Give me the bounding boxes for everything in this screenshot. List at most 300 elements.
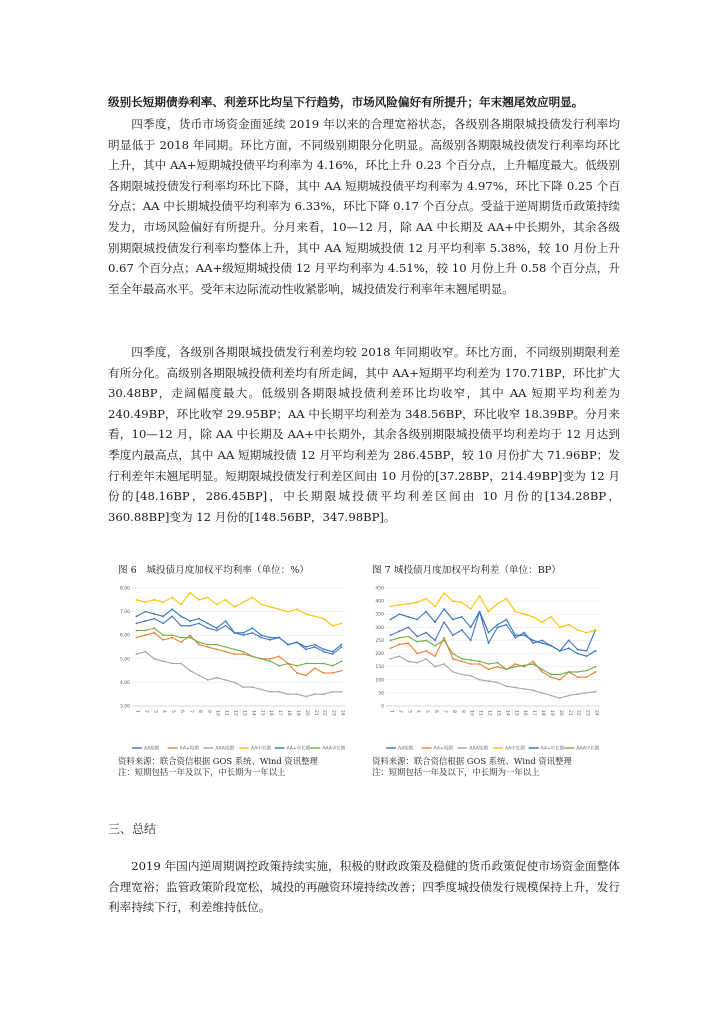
fig7-data-point — [443, 592, 445, 594]
fig6-data-point — [269, 606, 271, 608]
fig6-data-point — [216, 604, 218, 606]
fig7-data-point — [452, 658, 454, 660]
fig6-data-point — [332, 651, 334, 653]
fig7-y-tick-label: 400 — [375, 599, 384, 605]
fig7-data-point — [488, 632, 490, 634]
fig6-data-point — [180, 641, 182, 643]
fig7-y-tick-label: 350 — [375, 612, 384, 618]
fig7-data-point — [559, 626, 561, 628]
fig6-y-tick-label: 5.00 — [119, 657, 130, 663]
fig6-data-point — [171, 663, 173, 665]
fig6-legend-label: AA+短期 — [179, 746, 199, 752]
fig7-data-point — [595, 650, 597, 652]
fig7-data-point — [586, 676, 588, 678]
fig7-data-point — [434, 605, 436, 607]
fig6-data-point — [225, 599, 227, 601]
fig6-data-point — [305, 696, 307, 698]
fig7-data-point — [461, 602, 463, 604]
fig7-data-point — [550, 616, 552, 618]
fig6-data-point — [207, 679, 209, 681]
fig6-data-point — [243, 634, 245, 636]
fig6-data-point — [144, 634, 146, 636]
figure-7-chart — [372, 578, 608, 756]
fig7-data-point — [452, 619, 454, 621]
fig6-data-point — [243, 653, 245, 655]
fig6-x-tick-label: 17 — [277, 710, 283, 716]
fig6-data-point — [323, 618, 325, 620]
fig7-data-point — [488, 611, 490, 613]
fig7-x-tick-label: 11 — [477, 710, 483, 716]
fig7-data-point — [532, 661, 534, 663]
fig6-data-point — [251, 627, 253, 629]
fig7-data-point — [523, 688, 525, 690]
fig7-data-point — [398, 604, 400, 606]
fig6-data-point — [136, 623, 138, 625]
fig7-data-point — [586, 632, 588, 634]
fig7-x-tick-label: 4 — [415, 710, 421, 713]
fig6-data-point — [341, 670, 343, 672]
fig7-data-point — [470, 640, 472, 642]
fig6-data-point — [287, 644, 289, 646]
fig7-x-tick-label: 16 — [522, 710, 528, 716]
fig6-y-tick-label: 7.00 — [119, 610, 130, 616]
fig7-legend-label: AA+中长期 — [540, 746, 565, 752]
fig7-y-tick-label: 250 — [375, 638, 384, 644]
fig6-data-point — [341, 646, 343, 648]
fig6-data-point — [234, 653, 236, 655]
fig7-data-point — [461, 661, 463, 663]
fig6-data-point — [314, 663, 316, 665]
paragraph-summary: 2019 年国内逆周期调控政策持续实施，积极的财政政策及稳健的货币政策促使市场资金面整体合理宽裕；监管政策阶段宽松，城投的再融资环境持续改善；四季度城投债发行规模保持上升，发行利率持续下行，利差维持低位。 — [108, 859, 620, 915]
fig6-data-point — [323, 672, 325, 674]
fig6-data-point — [136, 615, 138, 617]
fig6-x-tick-label: 20 — [303, 710, 309, 716]
fig6-x-tick-label: 6 — [179, 710, 185, 713]
fig6-data-point — [305, 648, 307, 650]
fig6-data-point — [144, 620, 146, 622]
fig6-x-tick-label: 7 — [187, 710, 193, 713]
fig7-data-point — [550, 676, 552, 678]
fig6-data-point — [198, 674, 200, 676]
fig6-data-point — [162, 634, 164, 636]
fig6-x-tick-label: 12 — [232, 710, 238, 716]
fig6-data-point — [207, 644, 209, 646]
fig6-data-point — [144, 651, 146, 653]
fig7-x-tick-label: 15 — [513, 710, 519, 716]
fig7-series-line-4 — [391, 609, 596, 656]
figure-6-chart — [118, 578, 354, 756]
fig6-data-point — [153, 632, 155, 634]
section-heading: 三、总结 — [108, 822, 157, 836]
fig7-data-point — [488, 663, 490, 665]
fig6-data-point — [260, 658, 262, 660]
fig7-data-point — [505, 619, 507, 621]
fig6-data-point — [332, 653, 334, 655]
fig6-data-point — [171, 608, 173, 610]
fig6-data-point — [234, 606, 236, 608]
fig7-x-tick-label: 3 — [406, 710, 412, 713]
fig6-x-tick-label: 24 — [339, 710, 345, 716]
fig7-data-point — [434, 640, 436, 642]
figure-6-note: 注：短期包括一年及以下，中长期为一年以上 — [118, 767, 286, 777]
fig7-data-point — [541, 640, 543, 642]
fig7-data-point — [443, 663, 445, 665]
fig6-data-point — [198, 623, 200, 625]
fig6-data-point — [251, 656, 253, 658]
fig6-x-tick-label: 14 — [250, 710, 256, 716]
fig7-x-tick-label: 18 — [540, 710, 546, 716]
fig7-data-point — [514, 611, 516, 613]
fig6-data-point — [287, 611, 289, 613]
fig7-data-point — [416, 662, 418, 664]
paragraph-spreads: 四季度，各级别各期限城投债发行利差均较 2018 年同期收窄。环比方面，不同级别期限利差有所分化。高级别各期限城投债利差均有所走阔，其中 AA+短期平均利差为 170.71BP，环比扩大 30.48BP，走阔幅度最大。低级别各期限城投债利差环比均收窄，其中 AA 短期平均利差为 240.49BP，环比收窄 29.95BP；AA 中长期平均利差为 348.56BP，环比收窄 18.39BP。分月来看，10—12 月，除 AA 中长期及 AA+中长期外，其余各级别期限城投债平均利差均于 12 月达到季度内最高点，其中 AA 短期城投债 12 月平均利差为 286.45BP，较 10 月份扩大 71.96BP；发行利差年末翘尾明显。短期限城投债发行利差区间由 10 月份的[37.28BP，214.49BP]变为 12 月份的[48.16BP，286.45BP]，中长期限城投债平均利差区间由 10 月份的[134.28BP，360.88BP]变为 12 月份的[148.56BP，347.98BP]。 — [108, 345, 620, 524]
fig7-data-point — [479, 679, 481, 681]
fig7-data-point — [398, 643, 400, 645]
fig6-data-point — [153, 658, 155, 660]
fig7-data-point — [470, 626, 472, 628]
fig6-data-point — [144, 630, 146, 632]
fig7-data-point — [479, 661, 481, 663]
fig6-data-point — [162, 601, 164, 603]
fig7-data-point — [568, 671, 570, 673]
fig6-data-point — [136, 630, 138, 632]
fig6-data-point — [243, 651, 245, 653]
fig7-data-point — [407, 603, 409, 605]
fig7-data-point — [479, 611, 481, 613]
fig7-x-tick-label: 9 — [459, 710, 465, 713]
fig6-data-point — [332, 691, 334, 693]
fig7-x-tick-label: 12 — [486, 710, 492, 716]
fig7-data-point — [425, 650, 427, 652]
fig6-data-point — [162, 623, 164, 625]
fig6-series-line-1 — [137, 633, 342, 676]
fig7-legend-label: AA+短期 — [433, 746, 453, 752]
fig6-data-point — [198, 618, 200, 620]
fig6-data-point — [207, 623, 209, 625]
fig6-data-point — [198, 644, 200, 646]
fig6-data-point — [189, 637, 191, 639]
fig7-x-tick-label: 1 — [388, 710, 394, 713]
fig7-x-tick-label: 8 — [450, 710, 456, 713]
fig6-data-point — [269, 637, 271, 639]
fig6-data-point — [153, 599, 155, 601]
fig6-data-point — [136, 599, 138, 601]
figure-7 — [372, 564, 608, 778]
fig6-x-tick-label: 8 — [196, 710, 202, 713]
fig6-data-point — [225, 620, 227, 622]
fig6-data-point — [171, 634, 173, 636]
fig6-data-point — [323, 693, 325, 695]
fig7-x-tick-label: 21 — [566, 710, 572, 716]
fig6-x-tick-label: 16 — [268, 710, 274, 716]
fig6-data-point — [180, 663, 182, 665]
fig7-data-point — [461, 616, 463, 618]
fig7-data-point — [425, 632, 427, 634]
fig6-data-point — [260, 604, 262, 606]
fig7-data-point — [407, 642, 409, 644]
fig7-series-line-0 — [391, 612, 596, 651]
fig6-data-point — [162, 615, 164, 617]
fig7-data-point — [488, 668, 490, 670]
fig7-legend-label: AAA短期 — [469, 746, 488, 752]
paragraph-rates: 四季度，货币市场资金面延续 2019 年以来的合理宽裕状态，各级别各期限城投债发行利率均明显低于 2018 年同期。环比方面，不同级别期限分化明显。高级别各期限城投债发行利率均环比上升，其中 AA+短期城投债平均利率为 4.16%，环比上升 0.23 个百分点，上升幅度最大。低级别各期限城投债发行利率均环比下降，其中 AA 短期城投债平均利率为 4.97%，环比下降 0.25 个百分点；AA 中长期城投债平均利率为 6.33%，环比下降 0.17 个百分点。受益于逆周期货币政策持续发力，市场风险偏好有所提升。分月来看，10—12 月，除 AA 中长期及 AA+中长期外，其余各级别期限城投债发行利率均整体上升，其中 AA 短期城投债 12 月平均利率 5.38%，较 10 月份上升 0.67 个百分点；AA+级短期城投债 12 月平均利率为 4.51%，较 10 月份上升 0.58 个百分点，升至全年最高水平。受年末边际流动性收紧影响，城投债发行利率年末翘尾明显。 — [108, 117, 620, 296]
fig7-data-point — [497, 662, 499, 664]
figure-7-source: 资料来源：联合资信根据 GOS 系统、Wind 资讯整理 — [372, 756, 572, 766]
fig6-data-point — [251, 632, 253, 634]
fig6-data-point — [216, 644, 218, 646]
fig7-data-point — [550, 674, 552, 676]
fig6-data-point — [225, 625, 227, 627]
fig6-x-tick-label: 13 — [241, 710, 247, 716]
fig7-data-point — [443, 608, 445, 610]
fig7-data-point — [497, 682, 499, 684]
fig7-y-tick-label: 100 — [375, 678, 384, 684]
fig6-data-point — [278, 608, 280, 610]
fig7-data-point — [407, 616, 409, 618]
fig7-data-point — [514, 666, 516, 668]
fig6-data-point — [296, 693, 298, 695]
fig7-data-point — [452, 653, 454, 655]
fig6-data-point — [323, 651, 325, 653]
fig7-data-point — [488, 680, 490, 682]
fig6-data-point — [332, 625, 334, 627]
fig6-data-point — [189, 620, 191, 622]
fig7-legend-label: AA短期 — [398, 746, 414, 752]
fig7-data-point — [407, 636, 409, 638]
fig7-y-tick-label: 300 — [375, 625, 384, 631]
fig6-data-point — [216, 630, 218, 632]
fig6-data-point — [180, 625, 182, 627]
fig6-data-point — [305, 663, 307, 665]
fig6-x-tick-label: 23 — [330, 710, 336, 716]
fig6-data-point — [189, 592, 191, 594]
fig7-data-point — [470, 608, 472, 610]
fig6-x-tick-label: 5 — [170, 710, 176, 713]
fig6-data-point — [305, 613, 307, 615]
fig7-data-point — [559, 679, 561, 681]
fig7-data-point — [479, 595, 481, 597]
fig7-data-point — [586, 655, 588, 657]
fig7-data-point — [470, 663, 472, 665]
fig6-data-point — [189, 670, 191, 672]
fig6-data-point — [260, 689, 262, 691]
fig6-data-point — [234, 648, 236, 650]
fig7-data-point — [532, 663, 534, 665]
fig6-x-tick-label: 10 — [214, 710, 220, 716]
fig6-data-point — [314, 693, 316, 695]
fig6-data-point — [278, 637, 280, 639]
fig7-data-point — [586, 670, 588, 672]
fig6-data-point — [341, 644, 343, 646]
fig7-data-point — [425, 658, 427, 660]
fig6-legend-label: AA+中长期 — [286, 746, 311, 752]
fig7-data-point — [390, 634, 392, 636]
fig6-data-point — [144, 611, 146, 613]
fig7-data-point — [470, 659, 472, 661]
fig6-data-point — [341, 691, 343, 693]
fig7-data-point — [577, 671, 579, 673]
fig7-legend-label: AAA中长期 — [576, 746, 600, 752]
fig6-data-point — [251, 686, 253, 688]
fig7-x-tick-label: 2 — [397, 710, 403, 713]
fig7-data-point — [416, 653, 418, 655]
fig7-x-tick-label: 24 — [593, 710, 599, 716]
fig6-data-point — [198, 599, 200, 601]
fig6-y-tick-label: 8.00 — [119, 586, 130, 592]
fig6-data-point — [305, 646, 307, 648]
fig7-data-point — [559, 674, 561, 676]
fig7-data-point — [532, 689, 534, 691]
fig7-data-point — [541, 692, 543, 694]
fig6-x-tick-label: 4 — [161, 710, 167, 713]
fig6-x-tick-label: 2 — [143, 710, 149, 713]
fig6-data-point — [171, 597, 173, 599]
fig7-data-point — [461, 658, 463, 660]
fig6-data-point — [243, 632, 245, 634]
fig7-data-point — [505, 624, 507, 626]
fig7-data-point — [470, 675, 472, 677]
figure-6-source: 资料来源：联合资信根据 GOS 系统、Wind 资讯整理 — [118, 756, 318, 766]
fig7-y-tick-label: 0 — [381, 704, 384, 710]
fig7-data-point — [434, 666, 436, 668]
fig6-data-point — [153, 618, 155, 620]
fig6-legend-label: AAA中长期 — [322, 746, 346, 752]
fig7-data-point — [425, 611, 427, 613]
fig7-data-point — [497, 624, 499, 626]
fig6-data-point — [278, 691, 280, 693]
fig6-data-point — [287, 693, 289, 695]
fig7-data-point — [523, 664, 525, 666]
fig6-data-point — [287, 663, 289, 665]
fig7-data-point — [523, 634, 525, 636]
fig6-y-tick-label: 6.00 — [119, 633, 130, 639]
fig7-data-point — [586, 692, 588, 694]
fig7-data-point — [532, 642, 534, 644]
fig6-data-point — [243, 686, 245, 688]
fig7-data-point — [416, 619, 418, 621]
fig6-data-point — [332, 672, 334, 674]
fig7-x-tick-label: 19 — [548, 710, 554, 716]
fig7-data-point — [532, 640, 534, 642]
fig6-data-point — [225, 646, 227, 648]
fig6-data-point — [198, 641, 200, 643]
fig7-series-line-3 — [391, 593, 596, 632]
fig7-data-point — [416, 602, 418, 604]
fig6-series-line-2 — [137, 652, 342, 697]
fig7-data-point — [568, 624, 570, 626]
fig7-data-point — [425, 640, 427, 642]
fig6-data-point — [153, 613, 155, 615]
fig6-data-point — [207, 627, 209, 629]
fig6-data-point — [269, 660, 271, 662]
fig6-data-point — [251, 597, 253, 599]
fig7-data-point — [497, 603, 499, 605]
fig7-data-point — [505, 685, 507, 687]
fig6-data-point — [189, 634, 191, 636]
fig7-data-point — [452, 671, 454, 673]
fig7-data-point — [398, 613, 400, 615]
fig6-y-tick-label: 3.00 — [119, 704, 130, 710]
fig6-data-point — [314, 667, 316, 669]
fig6-data-point — [305, 674, 307, 676]
fig6-data-point — [171, 615, 173, 617]
fig7-data-point — [595, 691, 597, 693]
fig7-data-point — [577, 676, 579, 678]
fig6-data-point — [225, 651, 227, 653]
fig6-data-point — [314, 646, 316, 648]
fig7-data-point — [407, 661, 409, 663]
fig6-x-tick-label: 15 — [259, 710, 265, 716]
fig7-data-point — [390, 619, 392, 621]
fig6-data-point — [260, 634, 262, 636]
fig6-x-tick-label: 11 — [223, 710, 229, 716]
fig7-data-point — [514, 634, 516, 636]
fig6-x-tick-label: 9 — [205, 710, 211, 713]
fig7-data-point — [568, 647, 570, 649]
fig7-x-tick-label: 17 — [531, 710, 537, 716]
fig7-data-point — [461, 674, 463, 676]
fig6-data-point — [260, 637, 262, 639]
figure-6 — [118, 564, 354, 778]
fig6-data-point — [171, 637, 173, 639]
fig7-data-point — [541, 671, 543, 673]
figure-7-title: 图 7 城投债月度加权平均利差（单位：BP） — [372, 565, 561, 576]
fig6-data-point — [189, 625, 191, 627]
fig6-data-point — [341, 623, 343, 625]
fig6-data-point — [162, 639, 164, 641]
fig7-data-point — [586, 650, 588, 652]
fig7-data-point — [434, 621, 436, 623]
fig6-y-tick-label: 4.00 — [119, 680, 130, 686]
fig6-legend-label: AAA短期 — [215, 746, 234, 752]
fig6-data-point — [162, 660, 164, 662]
fig7-x-tick-label: 6 — [433, 710, 439, 713]
fig7-x-tick-label: 14 — [504, 710, 510, 716]
fig7-y-tick-label: 50 — [378, 691, 384, 697]
fig7-data-point — [577, 693, 579, 695]
figure-7-note: 注：短期包括一年及以下，中长期为一年以上 — [372, 767, 540, 777]
fig6-legend-label: AA短期 — [144, 746, 160, 752]
fig7-data-point — [523, 613, 525, 615]
fig6-data-point — [136, 637, 138, 639]
fig6-data-point — [216, 648, 218, 650]
fig7-data-point — [452, 600, 454, 602]
fig6-data-point — [216, 627, 218, 629]
fig6-data-point — [207, 597, 209, 599]
fig7-data-point — [541, 642, 543, 644]
fig7-data-point — [541, 668, 543, 670]
fig6-data-point — [144, 601, 146, 603]
fig6-data-point — [296, 672, 298, 674]
fig6-data-point — [207, 646, 209, 648]
fig7-data-point — [443, 621, 445, 623]
fig7-x-tick-label: 20 — [557, 710, 563, 716]
fig6-data-point — [296, 665, 298, 667]
fig6-data-point — [323, 663, 325, 665]
fig6-data-point — [296, 608, 298, 610]
fig6-x-tick-label: 18 — [286, 710, 292, 716]
fig7-data-point — [514, 687, 516, 689]
fig7-data-point — [479, 663, 481, 665]
fig7-data-point — [434, 645, 436, 647]
fig6-data-point — [323, 648, 325, 650]
fig7-x-tick-label: 7 — [441, 710, 447, 713]
fig6-legend-label: AA中长期 — [251, 746, 271, 752]
lead-sentence: 级别长短期债券利率、利差环比均呈下行趋势，市场风险偏好有所提升；年末翘尾效应明显。 — [108, 95, 584, 109]
fig6-data-point — [296, 641, 298, 643]
fig6-data-point — [332, 665, 334, 667]
fig6-x-tick-label: 19 — [294, 710, 300, 716]
